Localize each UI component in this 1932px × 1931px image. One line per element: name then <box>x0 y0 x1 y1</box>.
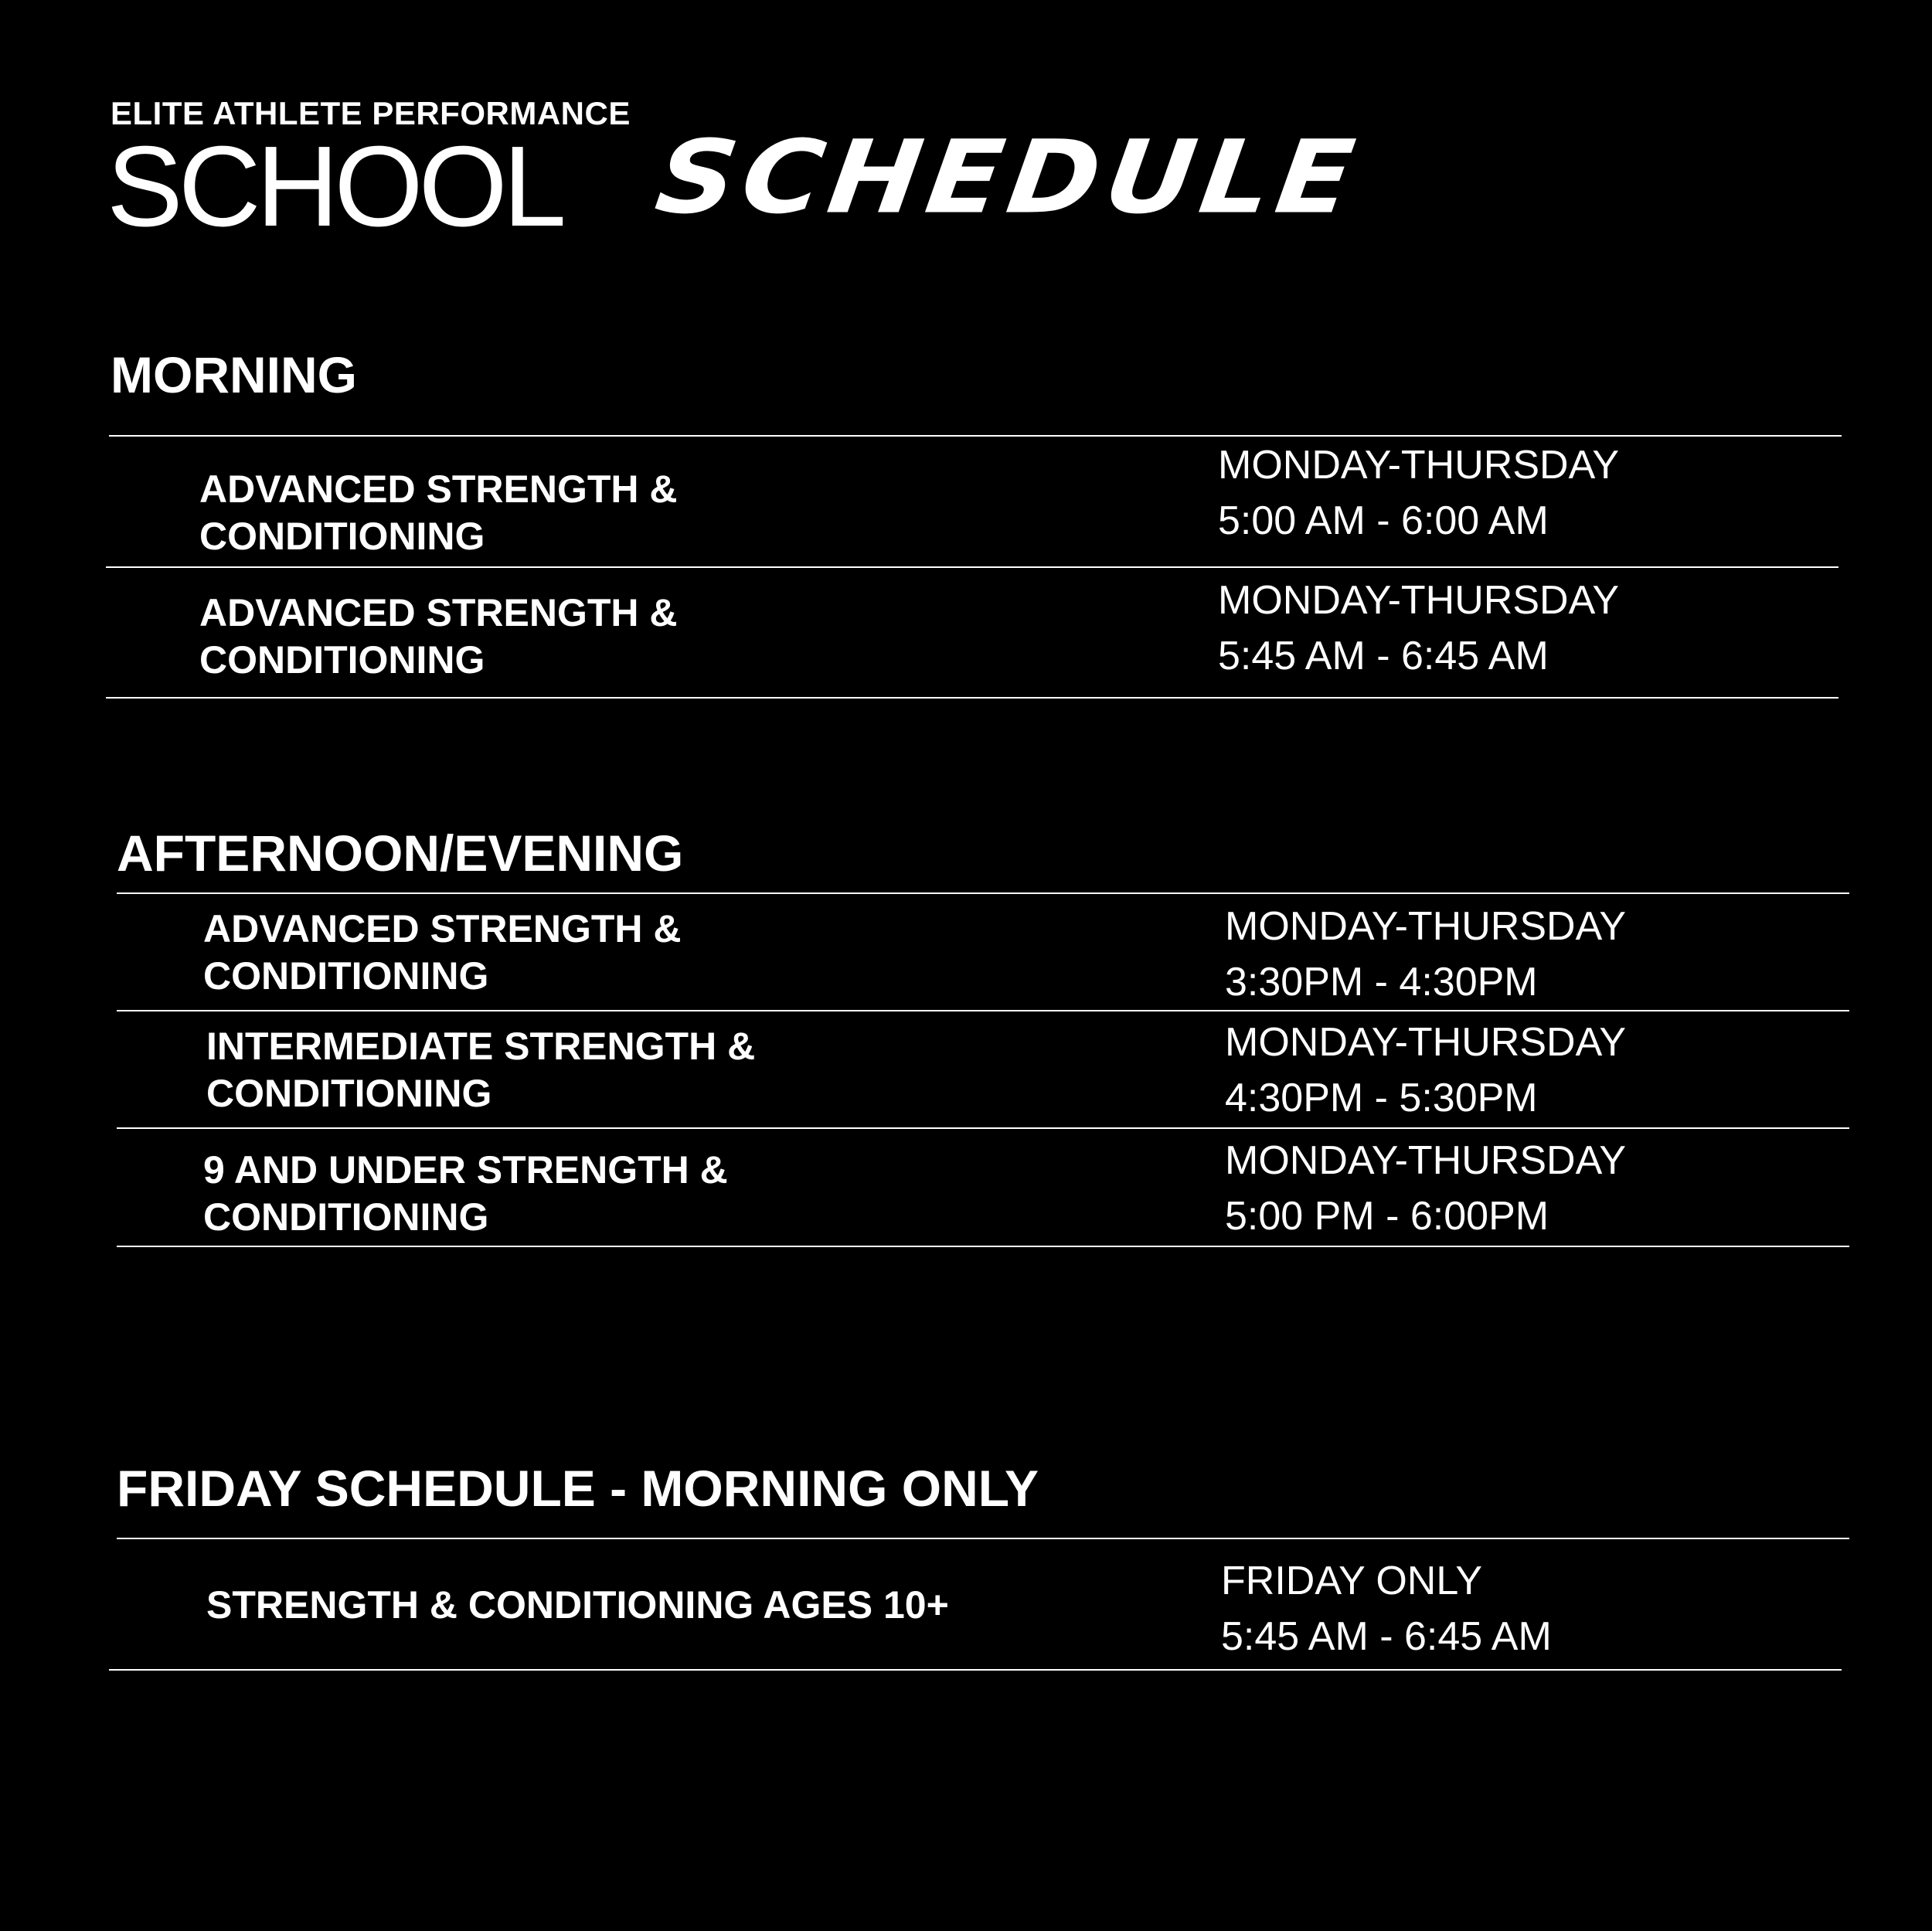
section-title-friday: FRIDAY SCHEDULE - MORNING ONLY <box>117 1460 1039 1517</box>
class-days: MONDAY-THURSDAY <box>1218 578 1620 623</box>
divider <box>117 1127 1849 1129</box>
divider <box>117 892 1849 894</box>
class-time <box>1225 899 1626 1010</box>
divider <box>117 1010 1849 1011</box>
class-days: FRIDAY ONLY <box>1221 1559 1483 1603</box>
class-name-line: INTERMEDIATE STRENGTH & <box>206 1025 756 1068</box>
class-name <box>199 466 678 560</box>
divider <box>117 1538 1849 1539</box>
class-name-line: STRENGTH & CONDITIONING AGES 10+ <box>206 1583 949 1627</box>
class-days: MONDAY-THURSDAY <box>1225 1138 1627 1183</box>
section-title-morning: MORNING <box>111 346 357 403</box>
class-name-line: CONDITIONING <box>203 954 489 998</box>
class-hours: 5:45 AM - 6:45 AM <box>1221 1614 1552 1659</box>
class-name-line: CONDITIONING <box>206 1072 492 1115</box>
class-time <box>1221 1553 1552 1664</box>
class-name <box>206 1582 949 1629</box>
divider <box>117 1246 1849 1247</box>
class-hours: 3:30PM - 4:30PM <box>1225 960 1538 1005</box>
class-days: MONDAY-THURSDAY <box>1225 904 1627 949</box>
class-name-line: ADVANCED STRENGTH & <box>199 467 678 511</box>
divider <box>106 566 1838 568</box>
schedule-title: SCHEDULE <box>649 118 1367 236</box>
class-days: MONDAY-THURSDAY <box>1225 1020 1627 1065</box>
divider <box>109 435 1842 437</box>
class-days: MONDAY-THURSDAY <box>1218 443 1620 488</box>
class-name-line: 9 AND UNDER STRENGTH & <box>203 1148 728 1192</box>
class-hours: 5:00 AM - 6:00 AM <box>1218 498 1549 543</box>
class-hours: 5:00 PM - 6:00PM <box>1225 1194 1549 1239</box>
class-name-line: ADVANCED STRENGTH & <box>199 591 678 634</box>
class-time <box>1225 1133 1626 1244</box>
class-name <box>199 590 678 684</box>
class-name <box>206 1023 755 1117</box>
divider <box>106 697 1838 699</box>
brand-name: ELITE ATHLETE PERFORMANCE <box>111 95 631 131</box>
class-name-line: ADVANCED STRENGTH & <box>203 907 682 950</box>
class-name <box>203 1147 728 1241</box>
school-title: SCHOOL <box>107 123 563 250</box>
divider <box>109 1669 1842 1671</box>
class-name-line: CONDITIONING <box>199 638 485 682</box>
class-name-line: CONDITIONING <box>199 515 485 558</box>
class-time <box>1218 573 1619 684</box>
section-title-afternoon: AFTERNOON/EVENING <box>117 824 684 882</box>
class-hours: 4:30PM - 5:30PM <box>1225 1076 1538 1120</box>
class-name-line: CONDITIONING <box>203 1195 489 1239</box>
class-hours: 5:45 AM - 6:45 AM <box>1218 634 1549 678</box>
class-time <box>1225 1015 1626 1126</box>
class-name <box>203 906 682 1000</box>
class-time <box>1218 437 1619 549</box>
